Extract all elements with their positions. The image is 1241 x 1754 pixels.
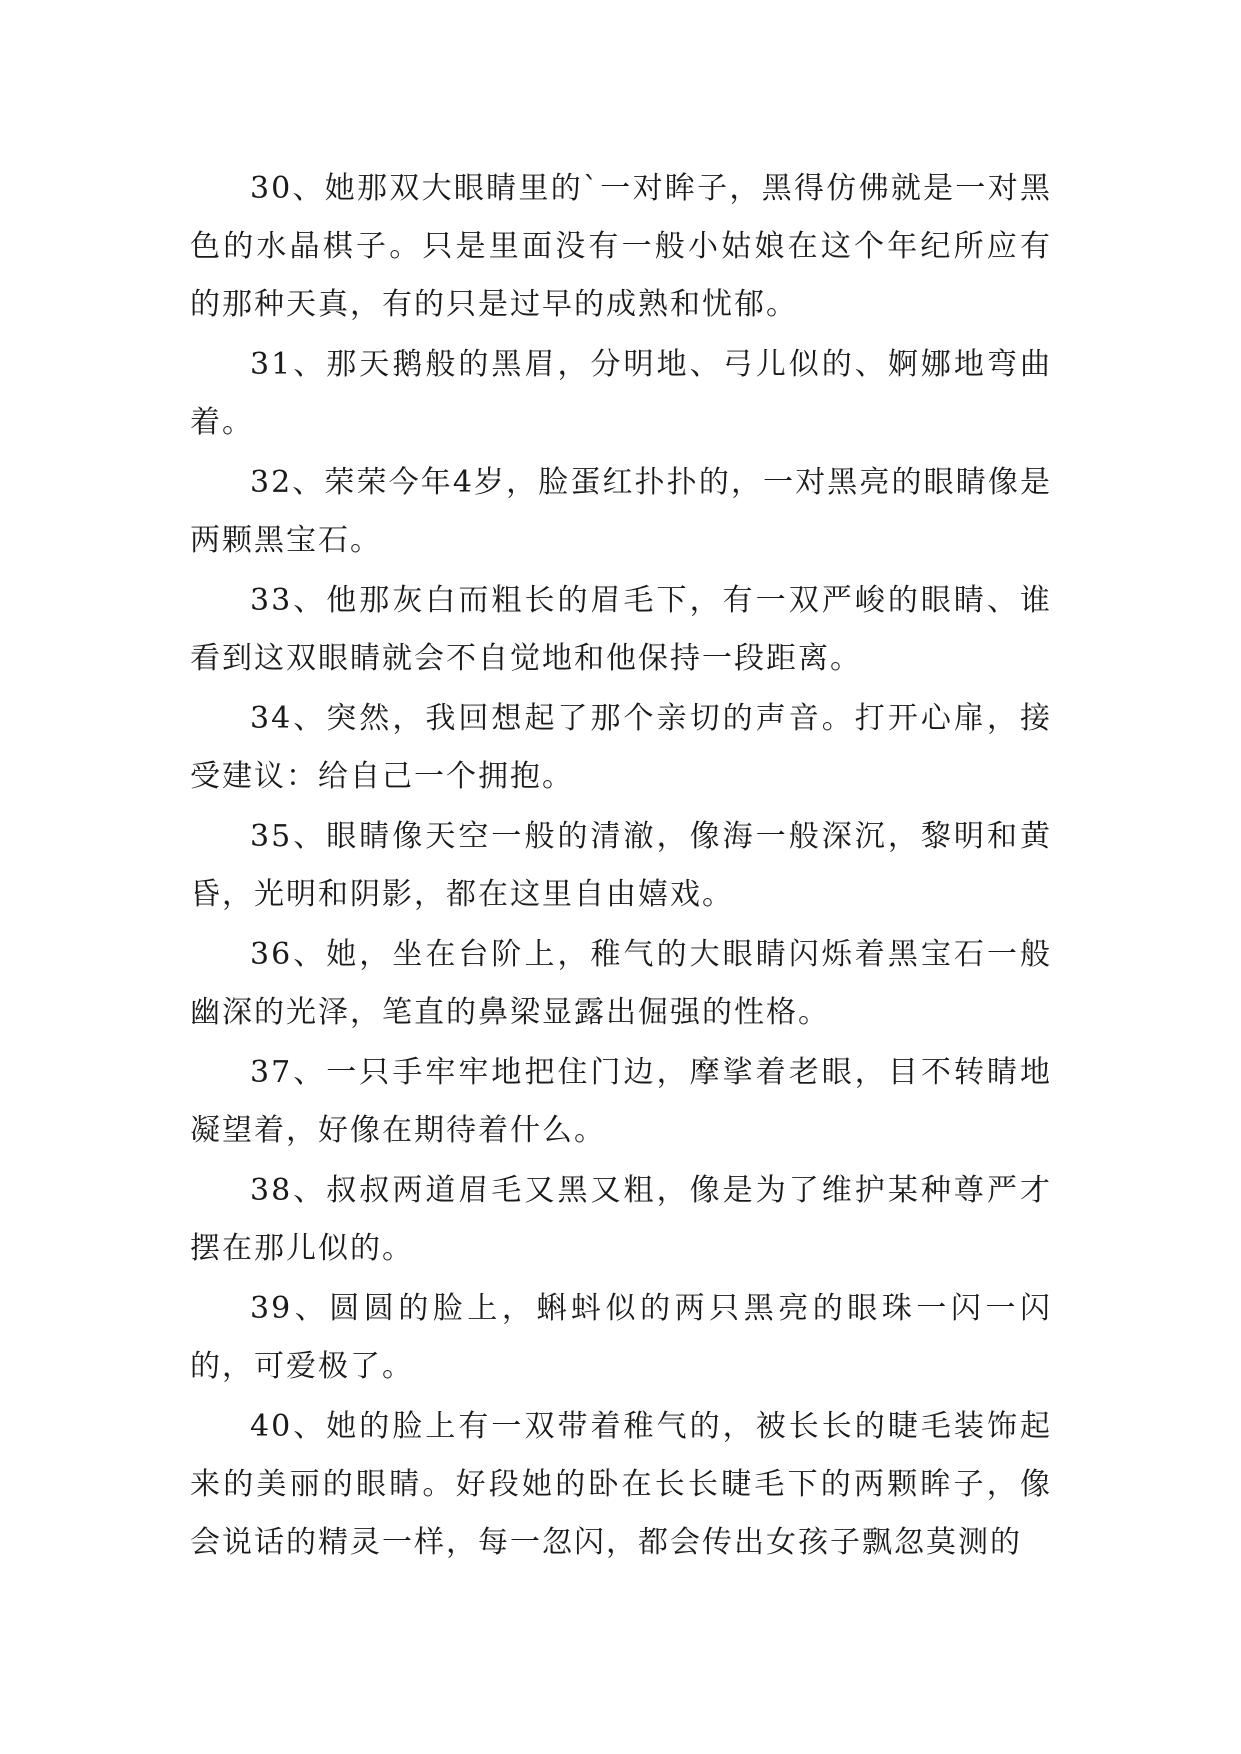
paragraph-40: 40、她的脸上有一双带着稚气的，被长长的睫毛装饰起来的美丽的眼睛。好段她的卧在长长睫毛下的两颗眸子，像会说话的精灵一样，每一忽闪，都会传出女孩子飘忽莫测的: [190, 1409, 1052, 1560]
document-body: [190, 160, 1052, 1574]
paragraph-35: 35、眼睛像天空一般的清澈，像海一般深沉，黎明和黄昏，光明和阴影，都在这里自由嬉戏。: [190, 819, 1052, 912]
paragraph-33: 33、他那灰白而粗长的眉毛下，有一双严峻的眼睛、谁看到这双眼睛就会不自觉地和他保持一段距离。: [190, 583, 1052, 676]
paragraph-34: 34、突然，我回想起了那个亲切的声音。打开心扉，接受建议：给自己一个拥抱。: [190, 701, 1052, 794]
paragraph-31: 31、那天鹅般的黑眉，分明地、弓儿似的、婀娜地弯曲着。: [190, 347, 1052, 440]
paragraph-37: 37、一只手牢牢地把住门边，摩挲着老眼，目不转睛地凝望着，好像在期待着什么。: [190, 1055, 1052, 1148]
paragraph-36: 36、她，坐在台阶上，稚气的大眼睛闪烁着黑宝石一般幽深的光泽，笔直的鼻梁显露出倔强的性格。: [190, 937, 1052, 1030]
paragraph-38: 38、叔叔两道眉毛又黑又粗，像是为了维护某种尊严才摆在那儿似的。: [190, 1173, 1052, 1266]
paragraph-30: 30、她那双大眼睛里的`一对眸子，黑得仿佛就是一对黑色的水晶棋子。只是里面没有一般小姑娘在这个年纪所应有的那种天真，有的只是过早的成熟和忧郁。: [190, 171, 1052, 322]
paragraph-39: 39、圆圆的脸上，蝌蚪似的两只黑亮的眼珠一闪一闪的，可爱极了。: [190, 1291, 1052, 1384]
paragraph-32: 32、荣荣今年4岁，脸蛋红扑扑的，一对黑亮的眼睛像是两颗黑宝石。: [190, 465, 1052, 558]
